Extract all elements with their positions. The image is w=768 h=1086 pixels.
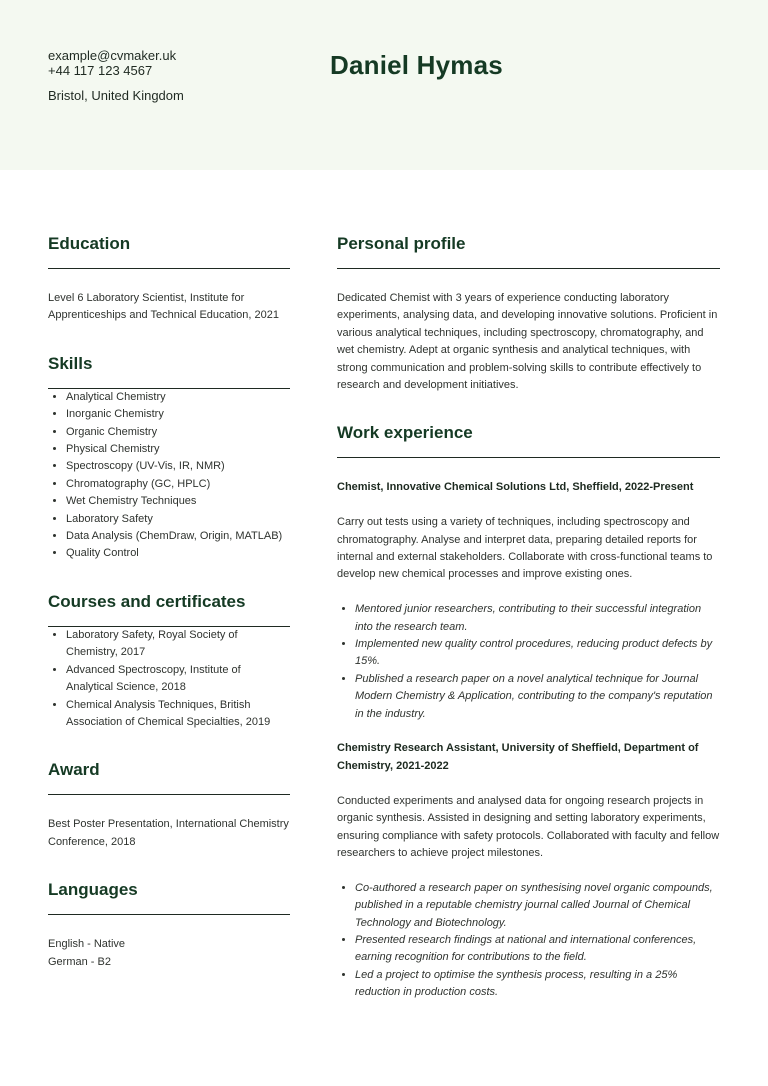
section-title: Courses and certificates: [48, 591, 246, 611]
list-item: • Quality Control: [66, 545, 290, 562]
list-item: • Organic Chemistry: [66, 424, 290, 441]
skills-section: [48, 354, 290, 563]
list-item: • Inorganic Chemistry: [66, 406, 290, 423]
spacer: [337, 862, 720, 879]
courses-section: [48, 592, 290, 731]
list-item: • Published a research paper on a novel analytical technique for Journal Modern Chemistry & Application, contributing to the company's reputation in the industry.: [355, 671, 720, 723]
work-body: [337, 479, 720, 1001]
profile-section: [337, 234, 720, 394]
left-column: [48, 234, 290, 971]
job-description: Conducted experiments and analysed data for ongoing research projects in organic synthesis. Assisted in designing and setting laboratory experiments, ensuring compliance with safety protocols. Collaborated with faculty and fellow researchers to achieve project milestones.: [337, 794, 720, 859]
section-title: Work experience: [337, 423, 473, 443]
languages-list: [48, 936, 290, 971]
education-section: [48, 234, 290, 325]
list-item: • Laboratory Safety: [66, 511, 290, 528]
header-band: [0, 0, 768, 170]
list-item: • Chemical Analysis Techniques, British Association of Chemical Specialties, 2019: [66, 697, 290, 732]
section-title: Skills: [48, 353, 93, 373]
list-item: • Chromatography (GC, HPLC): [66, 476, 290, 493]
spacer: [337, 723, 720, 740]
list-item: • Co-authored a research paper on synthesising novel organic compounds, published in a reputable chemistry journal called Journal of Chemical Technology and Biotechnology.: [355, 880, 720, 932]
section-divider: [337, 457, 720, 458]
right-column: [337, 234, 720, 1002]
list-item: • Laboratory Safety, Royal Society of Chemistry, 2017: [66, 627, 290, 662]
list-item: • Advanced Spectroscopy, Institute of Analytical Science, 2018: [66, 662, 290, 697]
spacer: [337, 775, 720, 792]
contact-block: [48, 48, 184, 103]
achievements-list: [337, 880, 720, 1002]
job-description: Carry out tests using a variety of techniques, including spectroscopy and chromatography. Analyse and interpret data, preparing detailed reports for internal and external stakeholders. Collaborate with cross-functional teams to develop new chemical processes and improve existing ones.: [337, 516, 713, 581]
list-item: • Led a project to optimise the synthesis process, resulting in a 25% reduction in production costs.: [355, 967, 720, 1002]
list-item: • Physical Chemistry: [66, 441, 290, 458]
section-title: Languages: [48, 880, 138, 900]
education-text: Level 6 Laboratory Scientist, Institute for Apprenticeships and Technical Education, 2021: [48, 292, 279, 322]
phone: +44 117 123 4567: [48, 63, 153, 78]
email: example@cvmaker.uk: [48, 48, 177, 63]
list-item: • Wet Chemistry Techniques: [66, 493, 290, 510]
section-divider: [48, 794, 290, 795]
list-item: • Spectroscopy (UV-Vis, IR, NMR): [66, 458, 290, 475]
list-item: • Analytical Chemistry: [66, 389, 290, 406]
list-item: • Implemented new quality control procedures, reducing product defects by 15%.: [355, 636, 720, 671]
section-divider: [48, 914, 290, 915]
section-title: Personal profile: [337, 234, 466, 253]
list-item: • Data Analysis (ChemDraw, Origin, MATLAB): [66, 528, 290, 545]
award-text: Best Poster Presentation, International Chemistry Conference, 2018: [48, 818, 289, 848]
skills-list: [48, 389, 290, 563]
spacer: [337, 584, 720, 601]
section-divider: [48, 268, 290, 269]
section-title: Award: [48, 760, 100, 780]
languages-section: [48, 880, 290, 971]
achievements-list: [337, 601, 720, 723]
job-heading: Chemist, Innovative Chemical Solutions Ltd, Sheffield, 2022-Present: [337, 481, 694, 494]
award-section: [48, 760, 290, 851]
list-item: • Presented research findings at national and international conferences, earning recognition for contributions to the field.: [355, 932, 720, 967]
work-section: [337, 423, 720, 1001]
courses-list: [48, 627, 290, 731]
list-item: German - B2: [48, 955, 111, 968]
list-item: English - Native: [48, 938, 126, 951]
job-heading: Chemistry Research Assistant, University of Sheffield, Department of Chemistry, 2021-2022: [337, 742, 699, 772]
profile-text: Dedicated Chemist with 3 years of experience conducting laboratory experiments, analysing data, and developing innovative solutions. Proficient in various analytical techniques, including spectroscopy, chromatography, and wet chemistry. Adept at organic synthesis and analytical techniques, with strong communication and problem-solving skills to contribute effectively to research and development initiatives.: [337, 292, 718, 392]
location: Bristol, United Kingdom: [48, 88, 184, 103]
candidate-name: Daniel Hymas: [330, 50, 503, 80]
section-title: Education: [48, 234, 131, 253]
list-item: • Mentored junior researchers, contributing to their successful integration into the research team.: [355, 601, 720, 636]
spacer: [337, 497, 720, 514]
section-divider: [337, 268, 720, 269]
